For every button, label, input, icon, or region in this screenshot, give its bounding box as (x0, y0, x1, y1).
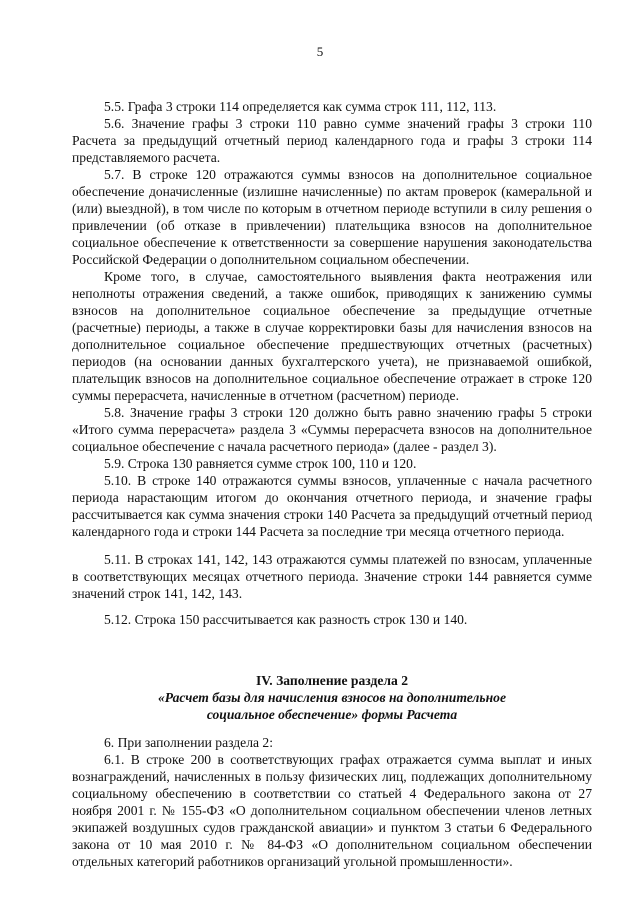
section-title-line-2: социальное обеспечение» формы Расчета (206, 707, 458, 722)
section-title-line-1: «Расчет базы для начисления взносов на дополнительное (158, 690, 506, 705)
page-number: 5 (316, 44, 324, 59)
paragraph-5-7-continuation: Кроме того, в случае, самостоятельного выявления факта неотражения или неполноты отражения сведений, а также ошибок, приводящих к занижению суммы взносов на дополнительное социальное обеспечение за предыдущие отчетные (расчетные) периоды, а также в случае корректировки базы для начисления взносов на дополнительное социальное обеспечение предшествующих отчетных (расчетных) периодов (на основании данных бухгалтерского учета), не признаваемой ошибкой, плательщик взносов на дополнительное социальное обеспечение отражает в строке 120 суммы перерасчета, начисленные в отчетном (расчетном) периоде. (72, 269, 592, 403)
paragraph-5-7: 5.7. В строке 120 отражаются суммы взносов на дополнительное социальное обеспечение доначисленные (излишне начисленные) по актам проверок (камеральной и (или) выездной), в том числе по которым в отчетном периоде вступили в силу решения о привлечении (об отказе в привлечении) плательщика взносов на дополнительное социальное обеспечение к ответственности за совершение нарушения законодательства Российской Федерации о дополнительном социальном обеспечении. (72, 167, 592, 267)
document-body (72, 98, 592, 870)
paragraph-5-8: 5.8. Значение графы 3 строки 120 должно быть равно значению графы 5 строки «Итого сумма перерасчета» раздела 3 «Суммы перерасчета взносов на дополнительное социальное обеспечение с начала расчетного периода» (далее - раздел 3). (72, 405, 592, 454)
section-heading (72, 672, 592, 723)
paragraph-6: 6. При заполнении раздела 2: (104, 735, 274, 750)
paragraph-5-11: 5.11. В строках 141, 142, 143 отражаются суммы платежей по взносам, уплаченные в соответствующих месяцах отчетного периода. Значение строки 144 равняется сумме значений строк 141, 142, 143. (72, 552, 592, 601)
paragraph-5-9: 5.9. Строка 130 равняется сумме строк 100, 110 и 120. (104, 456, 417, 471)
paragraph-6-1: 6.1. В строке 200 в соответствующих графах отражается сумма выплат и иных вознаграждений, начисленных в пользу физических лиц, подлежащих дополнительному социальному обеспечению в соответствии со статьей 4 Федерального закона от 27 ноября 2001 г. № 155-ФЗ «О дополнительном социальном обеспечении членов летных экипажей воздушных судов гражданской авиации» и пунктом 3 статьи 6 Федерального закона от 10 мая 2010 г. № 84-ФЗ «О дополнительном социальном обеспечении отдельных категорий работников организаций угольной промышленности». (72, 752, 592, 869)
paragraph-5-10: 5.10. В строке 140 отражаются суммы взносов, уплаченные с начала расчетного периода нарастающим итогом до окончания отчетного периода, и значение графы рассчитывается как сумма значения строки 140 Расчета за предыдущий отчетный период календарного года и строки 144 Расчета за последние три месяца отчетного периода. (72, 473, 592, 539)
paragraph-5-5: 5.5. Графа 3 строки 114 определяется как сумма строк 111, 112, 113. (104, 99, 497, 114)
paragraph-5-6: 5.6. Значение графы 3 строки 110 равно сумме значений графы 3 строки 110 Расчета за предыдущий отчетный период календарного года и графы 3 строки 114 представляемого расчета. (72, 116, 592, 165)
section-number: IV. Заполнение раздела 2 (255, 673, 409, 688)
paragraph-5-12: 5.12. Строка 150 рассчитывается как разность строк 130 и 140. (104, 612, 468, 627)
